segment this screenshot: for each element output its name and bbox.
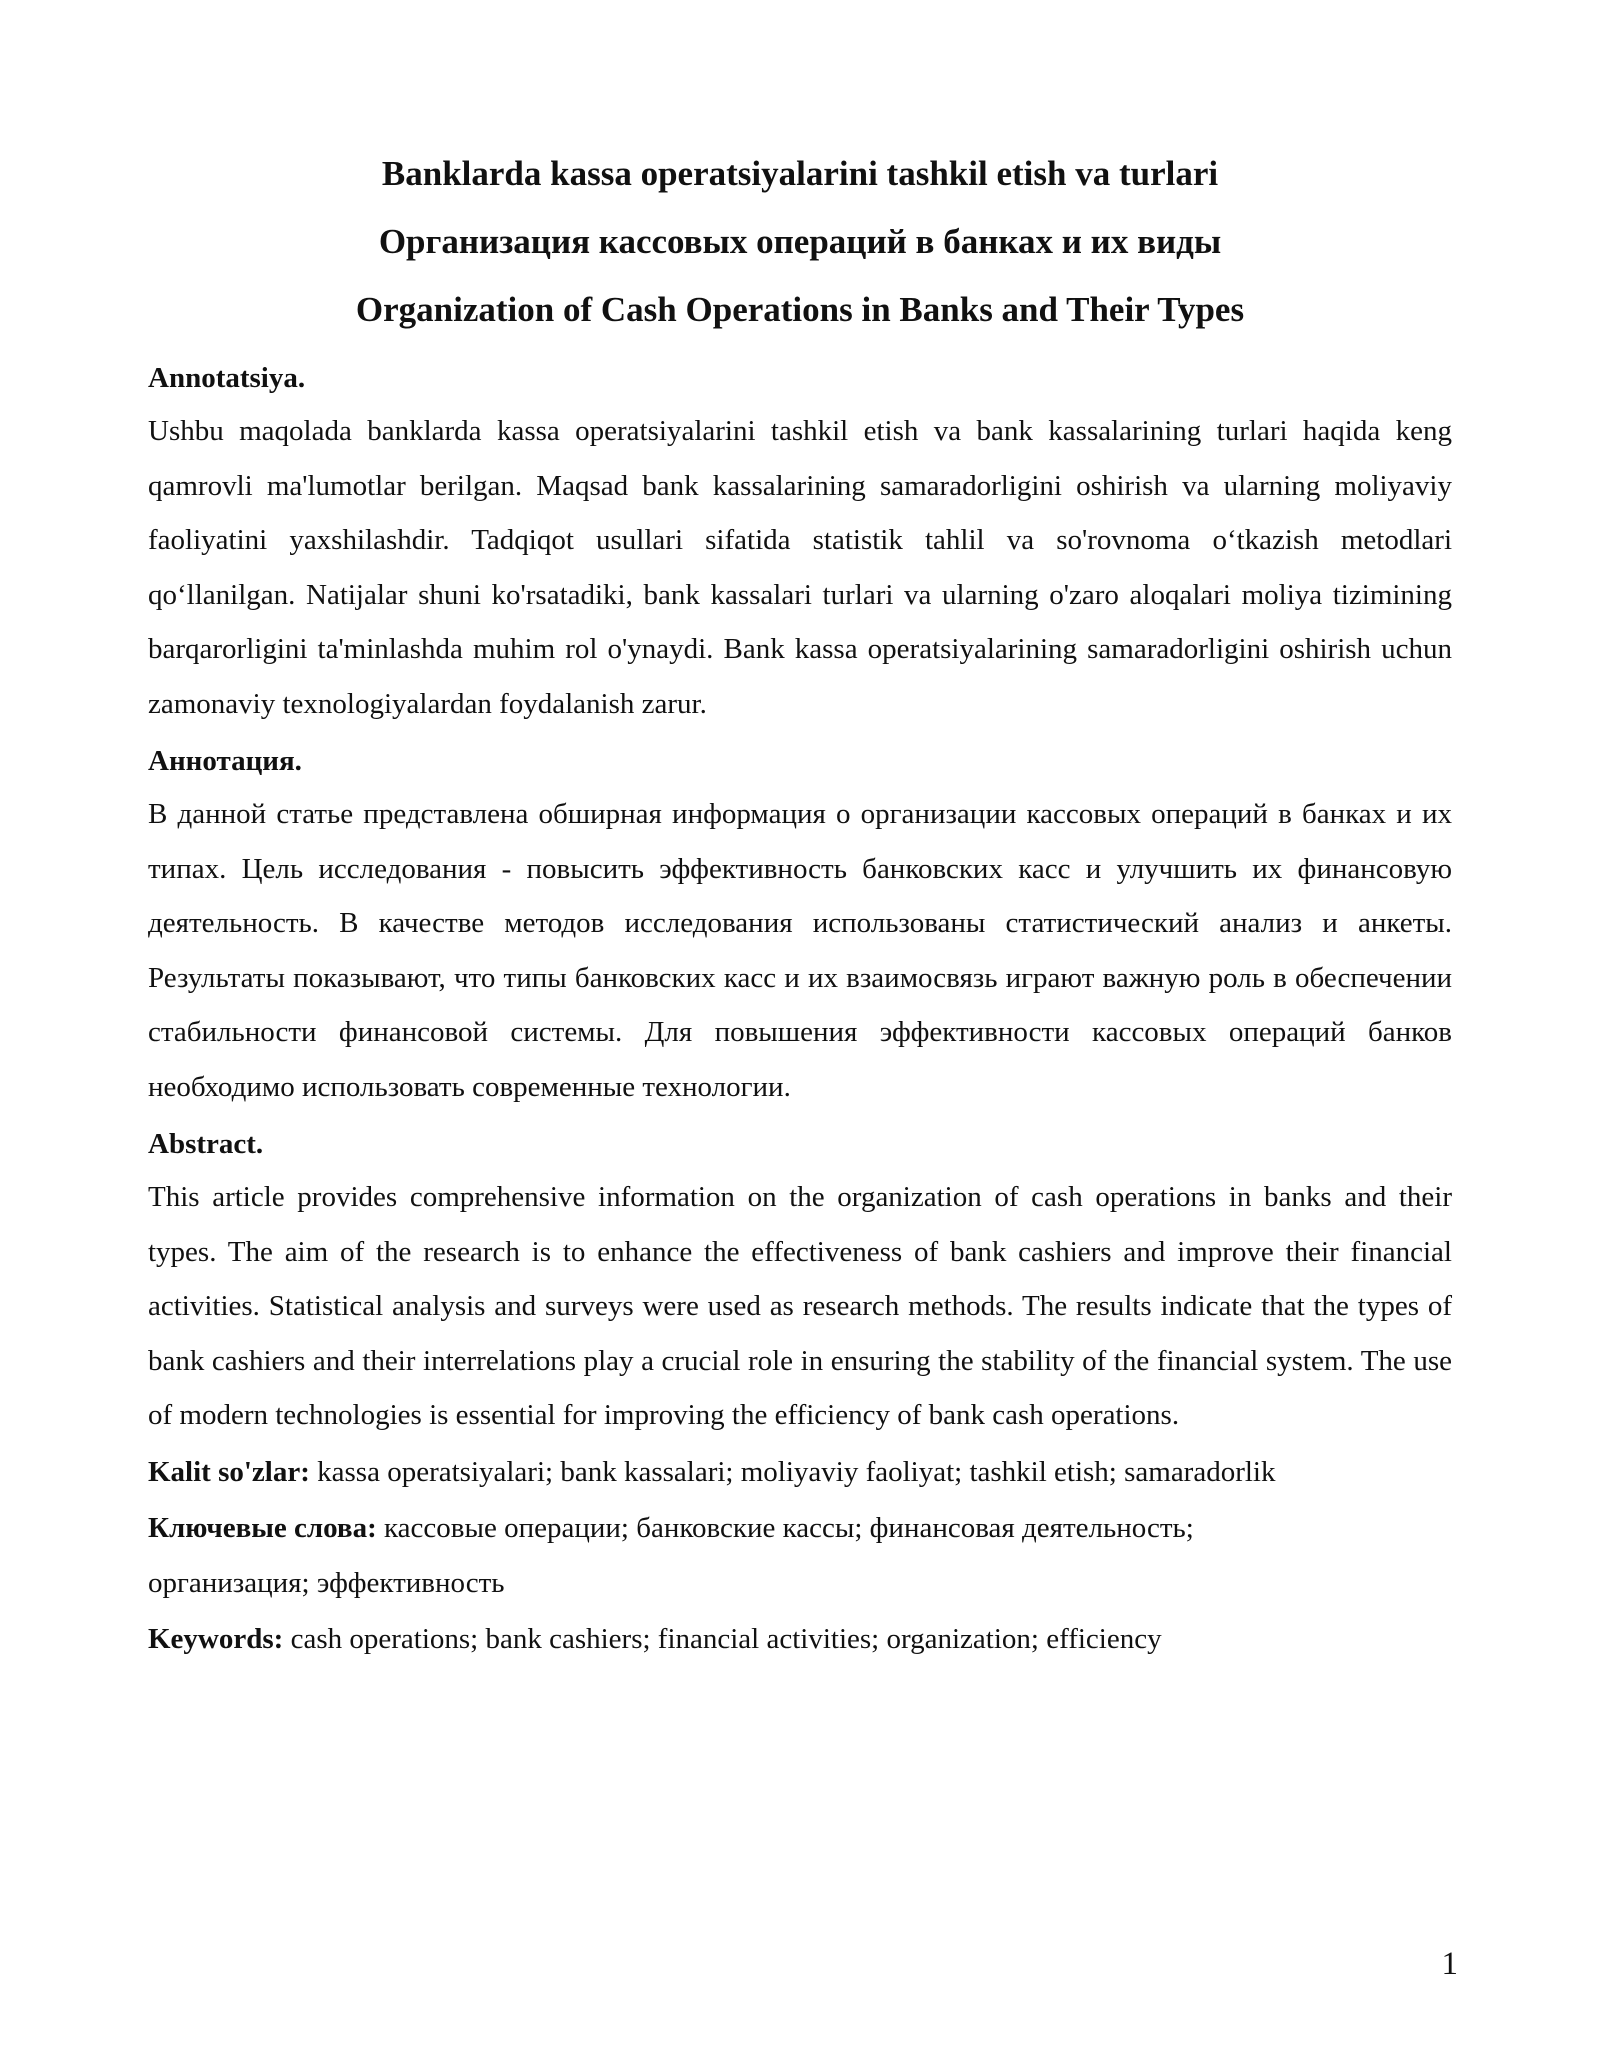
title-english: Organization of Cash Operations in Banks and Their Types	[355, 290, 1245, 329]
keywords-ru-label: Ключевые слова:	[148, 1512, 377, 1544]
annotation-ru-text: В данной статье представлена обширная информация о организации кассовых операций в банках и их типах. Цель исследования - повысить эффективность банковских касс и улучшить их финансовую деятельность. В качестве методов исследования использованы статистический анализ и анкеты. Результаты показывают, что типы банковских касс и их взаимосвязь играют важную роль в обеспечении стабильности финансовой системы. Для повышения эффективности кассовых операций банков необходимо использовать современные технологии.	[148, 798, 1452, 1103]
keywords-ru-text-line2: организация; эффективность	[148, 1566, 505, 1599]
keywords-uz	[148, 1445, 1452, 1500]
annotation-ru-heading: Аннотация.	[148, 745, 302, 777]
keywords-en	[148, 1612, 1452, 1667]
keywords-ru	[148, 1501, 1452, 1610]
keywords-uz-text: kassa operatsiyalari; bank kassalari; moliyaviy faoliyat; tashkil etish; samaradorlik	[309, 1455, 1276, 1488]
keywords-ru-text-line1: кассовые операции; банковские кассы; финансовая деятельность;	[376, 1512, 1194, 1544]
title-uzbek: Banklarda kassa operatsiyalarini tashkil etish va turlari	[381, 154, 1219, 193]
article-body	[148, 350, 1452, 1667]
annotation-uz-heading: Annotatsiya.	[148, 362, 306, 394]
title-block	[148, 140, 1452, 344]
title-russian: Организация кассовых операций в банках и их виды	[378, 222, 1222, 261]
keywords-en-text: cash operations; bank cashiers; financial activities; organization; efficiency	[283, 1623, 1162, 1655]
keywords-en-label: Keywords:	[148, 1623, 284, 1655]
annotation-uz-text: Ushbu maqolada banklarda kassa operatsiyalarini tashkil etish va bank kassalarining turlari haqida keng qamrovli ma'lumotlar berilgan. Maqsad bank kassalarining samaradorligini oshirish va ularning moliyaviy faoliyatini yaxshilashdir. Tadqiqot usullari sifatida statistik tahlil va so'rovnoma o‘tkazish metodlari qo‘llanilgan. Natijalar shuni ko'rsatadiki, bank kassalari turlari va ularning o'zaro aloqalari moliya tizimining barqarorligini ta'minlashda muhim rol o'ynaydi. Bank kassa operatsiyalarining samaradorligini oshirish uchun zamonaviy texnologiyalardan foydalanish zarur.	[148, 415, 1452, 720]
keywords-uz-label: Kalit so'zlar:	[148, 1455, 310, 1488]
page-number: 1	[1441, 1946, 1458, 1982]
abstract-en-text: This article provides comprehensive information on the organization of cash operations in banks and their types. The aim of the research is to enhance the effectiveness of bank cashiers and improve their financial activities. Statistical analysis and surveys were used as research methods. The results indicate that the types of bank cashiers and their interrelations play a crucial role in ensuring the stability of the financial system. The use of modern technologies is essential for improving the efficiency of bank cash operations.	[148, 1181, 1452, 1431]
abstract-en-heading: Abstract.	[148, 1128, 264, 1160]
